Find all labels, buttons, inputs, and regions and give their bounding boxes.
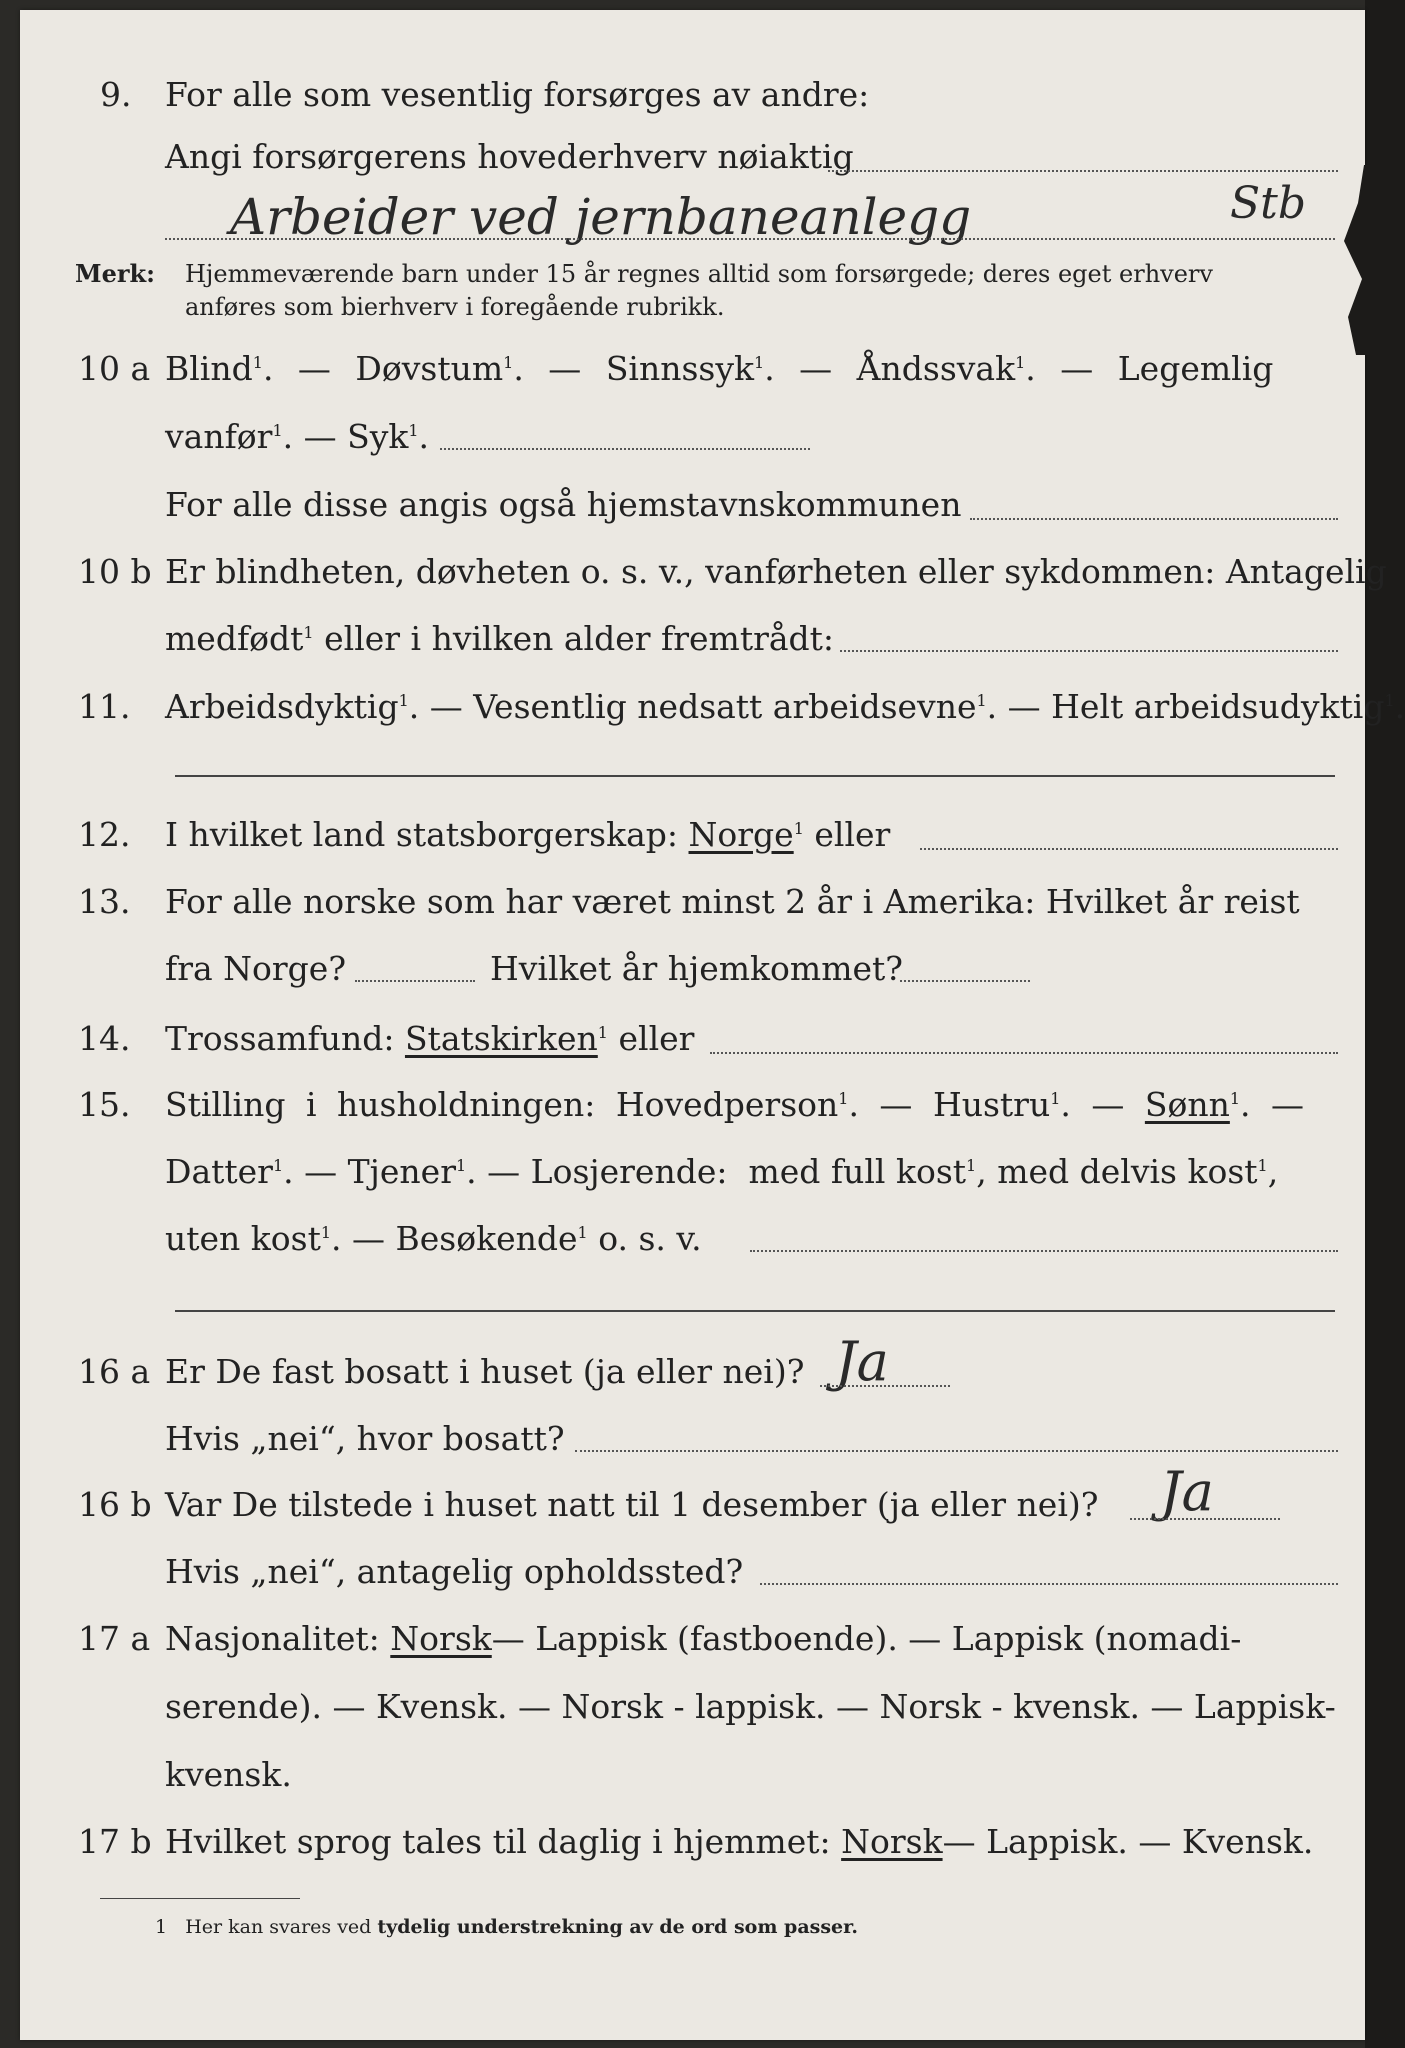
opt-losjerende: Losjerende: (530, 1152, 728, 1191)
footnote-rule (100, 1898, 300, 1899)
opt-norsk: Norsk (390, 1619, 492, 1658)
q17a-line1 (165, 1619, 1242, 1658)
opt-sinnssyk: Sinnssyk (605, 349, 754, 388)
opt-legemlig: Legemlig (1117, 349, 1274, 388)
opt-hovedperson: Hovedperson (615, 1085, 839, 1124)
q16a-number: 16 a (78, 1352, 151, 1391)
opt-udyktig: Helt arbeidsudyktig (1051, 687, 1385, 726)
q16b-fill-line (1130, 1518, 1280, 1520)
q17a-line3: kvensk. (165, 1755, 292, 1794)
q17b-rest: — Lappisk. — Kvensk. (942, 1822, 1314, 1861)
q10a-number: 10 a (78, 349, 151, 388)
q9-fill-line (828, 170, 1338, 172)
q15-answer-line (175, 1310, 1335, 1312)
q17a-number: 17 a (78, 1619, 151, 1658)
q16a-answer: Ja (835, 1330, 889, 1393)
opt-syk: Syk (347, 417, 409, 456)
q15-line1: Stilling i husholdningen: Hovedperson$^1$. — Hustru$^1$. — Sønn$^1$. — (165, 1085, 1305, 1124)
footnote-text: Her kan svares ved (185, 1916, 372, 1938)
q13-fill-line-2 (900, 980, 1030, 982)
q13-line1: For alle norske som har været minst 2 år i Amerika: Hvilket år reist (165, 882, 1300, 921)
q10b-line2-text: eller i hvilken alder fremtrådt: (324, 619, 835, 658)
q12-line: I hvilket land statsborgerskap: Norge$^1$ eller (165, 815, 891, 854)
opt-hustru: Hustru (932, 1085, 1051, 1124)
opt-datter: Datter (165, 1152, 273, 1191)
q17a-text: Nasjonalitet: (165, 1619, 380, 1658)
q15-fill-line (750, 1250, 1338, 1252)
opt-nedsatt: Vesentlig nedsatt arbeidsevne (473, 687, 977, 726)
opt-norsk-sprog: Norsk (841, 1822, 943, 1861)
q10b-line1: Er blindheten, døvheten o. s. v., vanførheten eller sykdommen: Antagelig (165, 552, 1387, 591)
opt-full-kost: med full kost (748, 1152, 967, 1191)
q16a-line1: Er De fast bosatt i huset (ja eller nei)? (165, 1352, 805, 1391)
opt-medfodt: medfødt (165, 619, 304, 658)
opt-besokende: Besøkende (395, 1219, 578, 1258)
q16a-fill-line-2 (575, 1450, 1338, 1452)
q16b-line1: Var De tilstede i huset natt til 1 desember (ja eller nei)? (165, 1485, 1099, 1524)
opt-blind: Blind (165, 349, 253, 388)
q16a-fill-line (820, 1385, 950, 1387)
q13-line2b: Hvilket år hjemkommet? (490, 949, 903, 988)
q10b-number: 10 b (78, 552, 152, 591)
q10a-fill-line-2 (970, 518, 1338, 520)
q14-number: 14. (78, 1019, 131, 1058)
footnote (155, 1918, 858, 1937)
q14-or: eller (618, 1019, 695, 1058)
q11-answer-line (175, 775, 1335, 777)
q14-line: Trossamfund: Statskirken$^1$ eller (165, 1019, 695, 1058)
q12-or: eller (814, 815, 891, 854)
q10a-fill-line (440, 448, 810, 450)
q13-number: 13. (78, 882, 131, 921)
q10b-fill-line (840, 650, 1338, 652)
q13-fill-line-1 (355, 980, 475, 982)
q12-text: I hvilket land statsborgerskap: (165, 815, 679, 854)
q14-text: Trossamfund: (165, 1019, 395, 1058)
q13-line2a: fra Norge? (165, 949, 347, 988)
q11-line: Arbeidsdyktig$^1$. — Vesentlig nedsatt arbeidsevne$^1$. — Helt arbeidsudyktig$^1$. (165, 687, 1405, 726)
census-form-page (20, 10, 1405, 2040)
q17a-line2: serende). — Kvensk. — Norsk - lappisk. — Norsk - kvensk. — Lappisk- (165, 1687, 1336, 1726)
q10a-line1: Blind$^1$. — Døvstum$^1$. — Sinnssyk$^1$. — Åndssvak$^1$. — Legemlig (165, 349, 1274, 388)
q9-line2: Angi forsørgerens hovederhverv nøiaktig (165, 137, 854, 176)
q9-answer: Arbeider ved jernbaneanlegg (230, 188, 972, 246)
q15-text: Stilling i husholdningen: (165, 1085, 596, 1124)
q16a-line2: Hvis „nei“, hvor bosatt? (165, 1419, 565, 1458)
opt-delvis-kost: med delvis kost (997, 1152, 1258, 1191)
opt-tjener: Tjener (347, 1152, 456, 1191)
q10a-line3: For alle disse angis også hjemstavnskommunen (165, 485, 962, 524)
opt-andssvak: Åndssvak (856, 349, 1016, 388)
q16b-fill-line-2 (760, 1583, 1338, 1585)
q15-number: 15. (78, 1085, 131, 1124)
merk-line2: anføres som bierhverv i foregående rubrikk. (185, 293, 725, 321)
opt-uten-kost: uten kost (165, 1219, 321, 1258)
q12-number: 12. (78, 815, 131, 854)
q14-fill-line (710, 1052, 1338, 1054)
q9-line1: For alle som vesentlig forsørges av andre: (165, 75, 870, 114)
opt-norge: Norge (688, 815, 794, 854)
q10b-line2: medfødt$^1$ eller i hvilken alder fremtrådt: (165, 619, 835, 658)
q17b-text: Hvilket sprog tales til daglig i hjemmet: (165, 1822, 831, 1861)
q12-fill-line (920, 848, 1338, 850)
opt-sonn: Sønn (1144, 1085, 1230, 1124)
q11-number: 11. (78, 687, 131, 726)
opt-arbeidsdyktig: Arbeidsdyktig (165, 687, 399, 726)
q17b-number: 17 b (78, 1822, 152, 1861)
q16b-line2: Hvis „nei“, antagelig opholdssted? (165, 1552, 744, 1591)
q15-line3: uten kost$^1$. — Besøkende$^1$ o. s. v. (165, 1219, 702, 1258)
merk-label: Merk: (75, 259, 155, 288)
footnote-mark: 1 (155, 1916, 168, 1938)
q16b-answer: Ja (1160, 1460, 1214, 1523)
q17a-line1-rest: — Lappisk (fastboende). — Lappisk (nomadi- (491, 1619, 1242, 1658)
footnote-bold: tydelig understrekning av de ord som passer. (377, 1916, 858, 1938)
q15-etc: o. s. v. (598, 1219, 702, 1258)
opt-dovstum: Døvstum (355, 349, 504, 388)
q17b-line (165, 1822, 1314, 1861)
q15-line2: Datter$^1$. — Tjener$^1$. — Losjerende: med full kost$^1$, med delvis kost$^1$, (165, 1152, 1279, 1191)
q10a-line2: vanfør$^1$. — Syk$^1$. (165, 417, 430, 456)
opt-statskirken: Statskirken (404, 1019, 598, 1058)
q9-margin-note: Stb (1230, 178, 1306, 229)
merk-line1: Hjemmeværende barn under 15 år regnes alltid som forsørgede; deres eget erhverv (185, 260, 1213, 288)
q9-answer-line (165, 238, 1335, 240)
q16b-number: 16 b (78, 1485, 152, 1524)
q9-number: 9. (100, 75, 132, 114)
opt-vanfor: vanfør (165, 417, 273, 456)
